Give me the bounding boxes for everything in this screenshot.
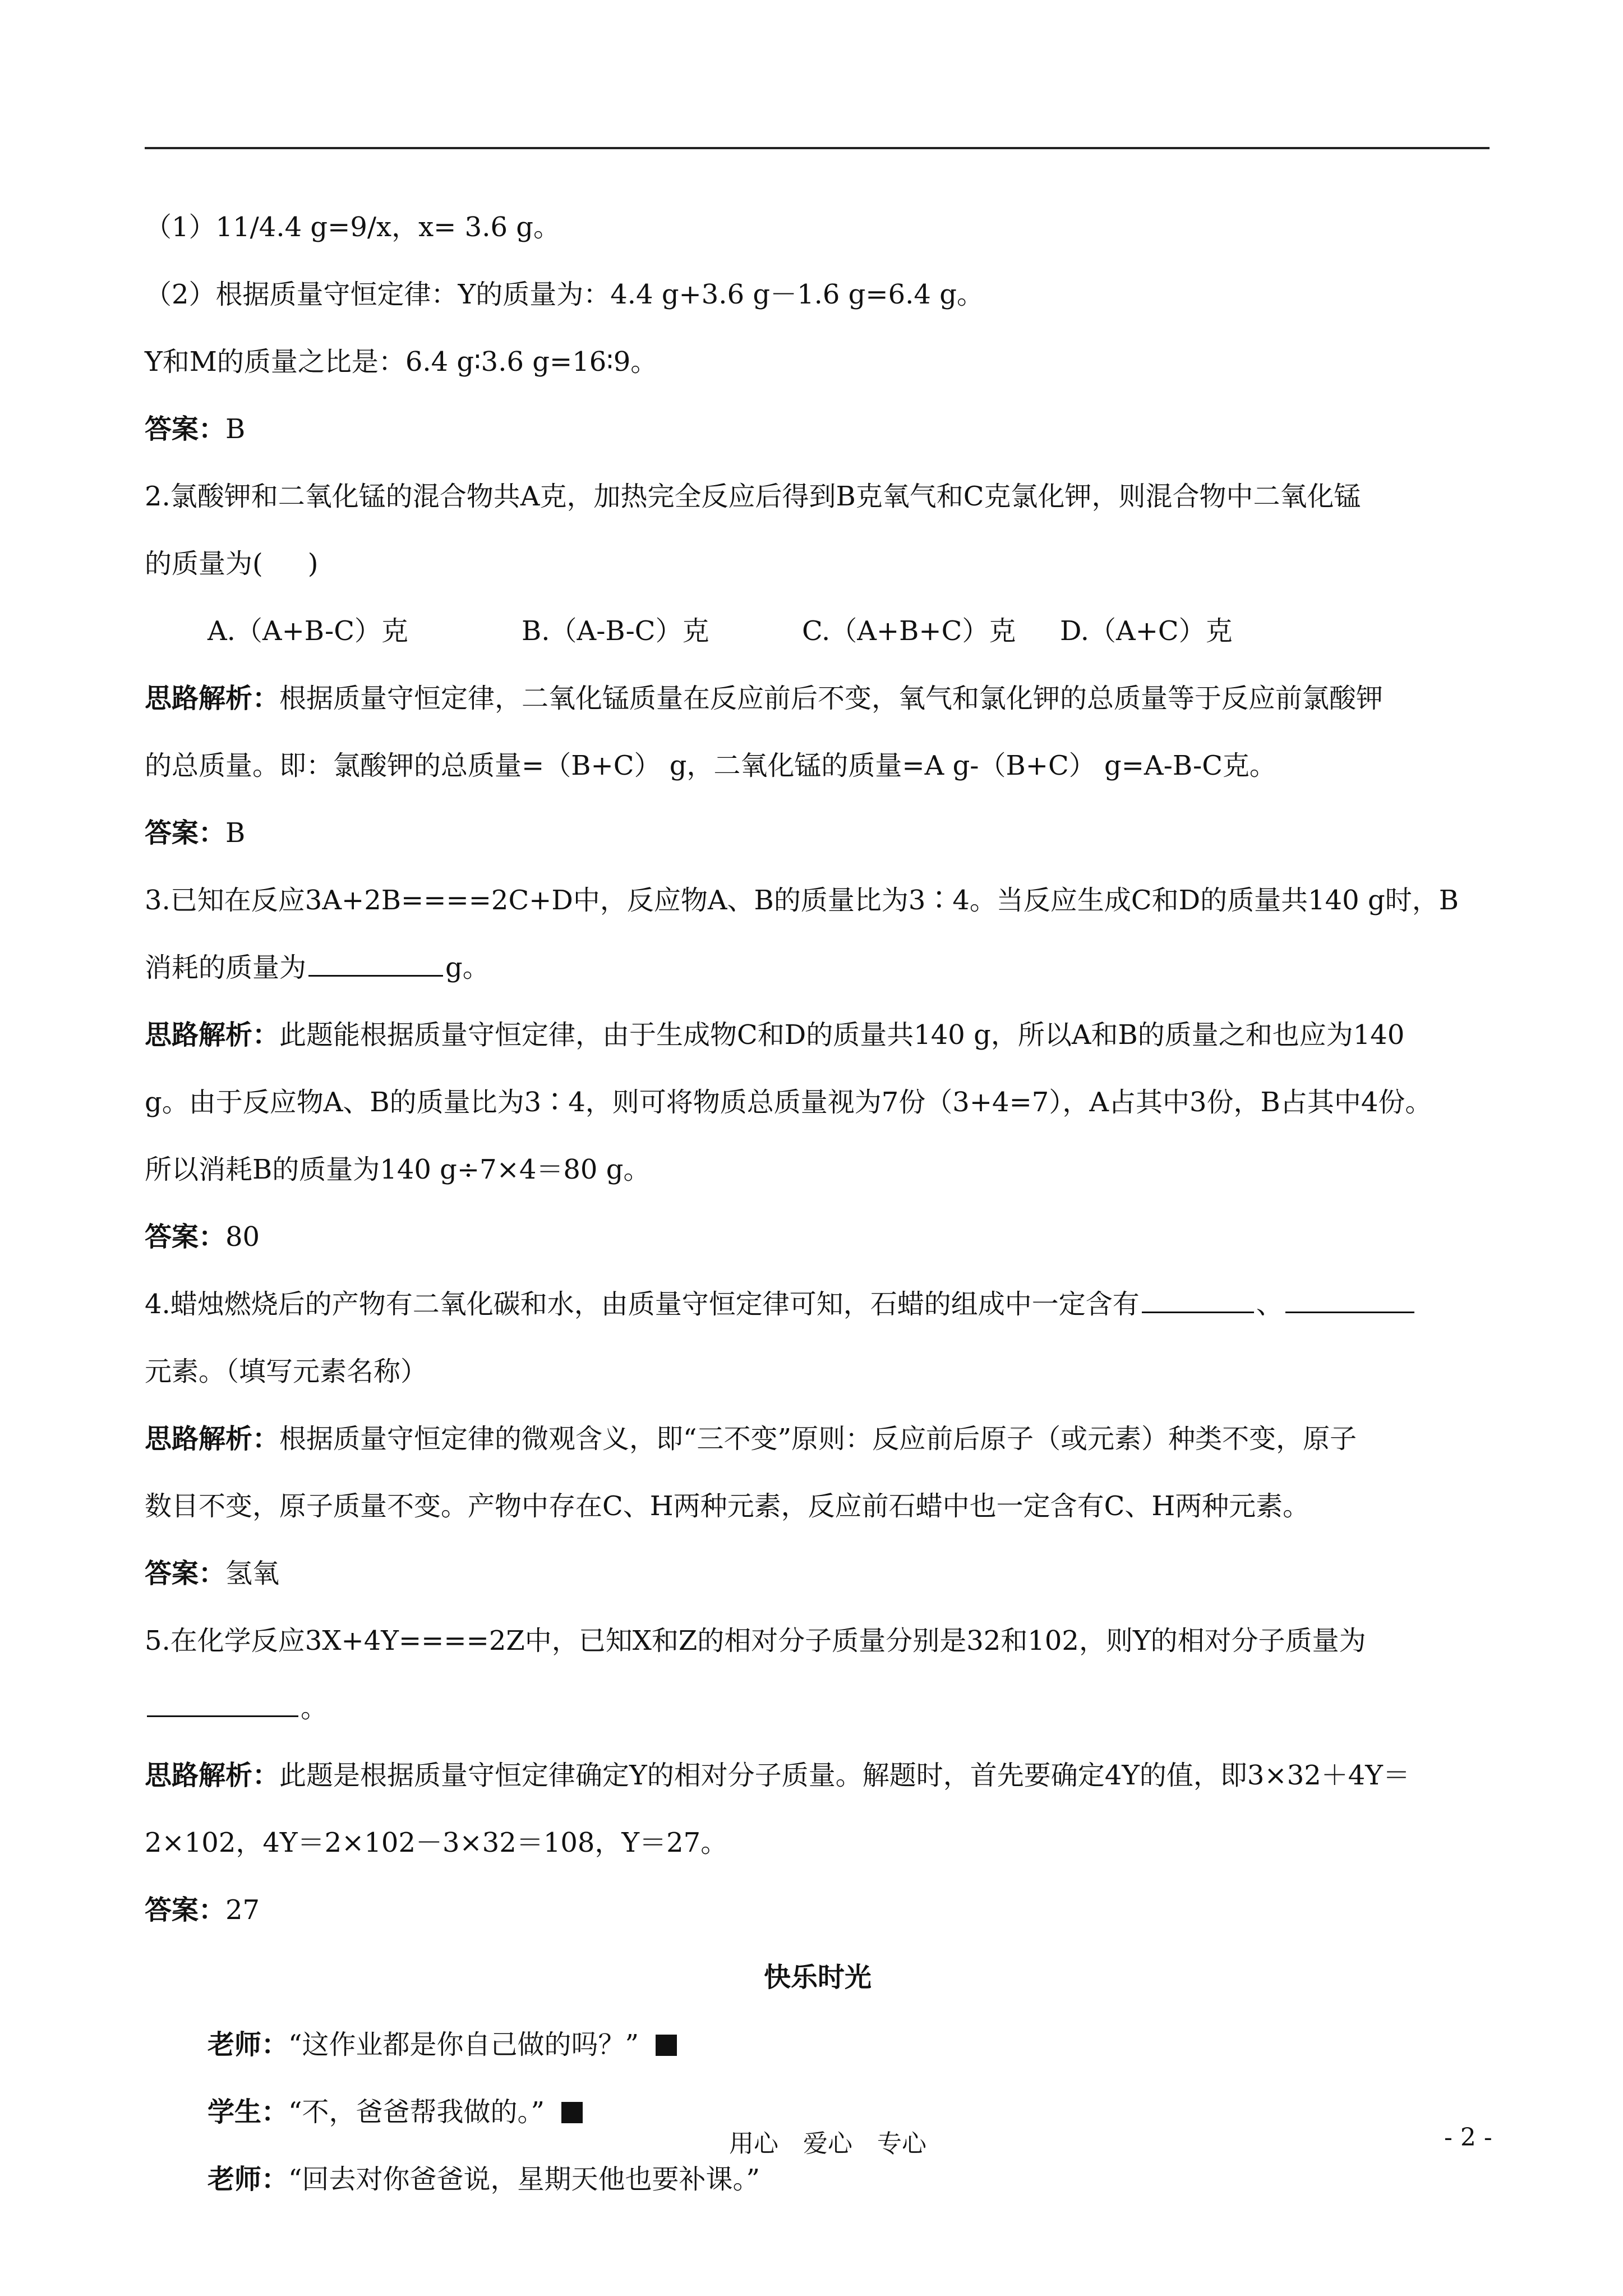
solution-line-2: （2）根据质量守恒定律：Y的质量为：4.4 g+3.6 g－1.6 g=6.4 g。 — [145, 279, 984, 310]
solution-line-1: （1）11/4.4 g=9/x，x= 3.6 g。 — [145, 211, 560, 243]
q3-stem-unit: g。 — [445, 952, 490, 983]
fill-blank — [147, 1682, 298, 1717]
answer-value: B — [225, 413, 246, 445]
q4-stem-line-1 — [145, 1271, 1491, 1338]
q3-analysis-line-3: 所以消耗B的质量为140 g÷7×4＝80 g。 — [145, 1154, 651, 1185]
q5-analysis-line-1 — [145, 1742, 1491, 1809]
analysis-label: 思路解析： — [145, 1019, 280, 1051]
answer-label: 答案： — [145, 413, 226, 445]
dialog-line — [145, 2011, 1491, 2078]
analysis-text: 根据质量守恒定律，二氧化锰质量在反应前后不变，氧气和氯化钾的总质量等于反应前氯酸钾 — [279, 683, 1384, 714]
analysis-text: 此题是根据质量守恒定律确定Y的相对分子质量。解题时，首先要确定4Y的值，即3×32＋4Y＝ — [279, 1760, 1410, 1791]
dialog-text: “回去对你爸爸说，星期天他也要补课。” — [288, 2164, 760, 2195]
option-d: D.（A+C）克 — [1060, 615, 1233, 647]
header-rule — [145, 147, 1490, 149]
q5-stem-line-2 — [145, 1674, 1491, 1742]
dialog-text: “这作业都是你自己做的吗？” — [288, 2029, 639, 2060]
footer-motto: 用心 爱心 专心 — [729, 2129, 926, 2158]
q5-stem-end: 。 — [301, 1692, 328, 1724]
answer-value: 氢氧 — [225, 1558, 280, 1589]
q4-answer — [145, 1540, 1491, 1607]
answer-value: 27 — [225, 1894, 260, 1926]
black-square-icon — [561, 2102, 583, 2123]
q4-stem-line-2: 元素。（填写元素名称） — [145, 1356, 428, 1387]
q2-analysis-line-2: 的总质量。即：氯酸钾的总质量=（B+C） g，二氧化锰的质量=A g-（B+C） g=A-B-C克。 — [145, 750, 1276, 781]
answer-label: 答案： — [145, 1894, 226, 1926]
q4-analysis-line-1 — [145, 1405, 1491, 1473]
q2-stem-line-1: 2.氯酸钾和二氧化锰的混合物共A克，加热完全反应后得到B克氧气和C克氯化钾，则混合物中二氧化锰 — [145, 481, 1361, 512]
analysis-label: 思路解析： — [145, 683, 280, 714]
q4-stem-separator: 、 — [1256, 1289, 1283, 1320]
q5-answer — [145, 1876, 1491, 1944]
q5-analysis-line-2: 2×102，4Y＝2×102－3×32＝108，Y＝27。 — [145, 1827, 728, 1858]
analysis-text: 根据质量守恒定律的微观含义，即“三不变”原则：反应前后原子（或元素）种类不变，原子 — [279, 1423, 1357, 1455]
section-title: 快乐时光 — [763, 1962, 872, 1993]
analysis-text: 此题能根据质量守恒定律，由于生成物C和D的质量共140 g，所以A和B的质量之和也应为140 — [279, 1019, 1405, 1051]
analysis-label: 思路解析： — [145, 1423, 280, 1455]
q3-stem-line-1: 3.已知在反应3A+2B====2C+D中，反应物A、B的质量比为3∶4。当反应生成C和D的质量共140 g时，B — [145, 885, 1459, 916]
q2-stem-text: 的质量为( — [145, 548, 263, 579]
option-a: A.（A+B-C）克 — [208, 615, 408, 647]
fill-blank — [1285, 1278, 1414, 1313]
dialog-text: “不，爸爸帮我做的。” — [288, 2096, 545, 2128]
q2-stem-line-2 — [145, 530, 1491, 597]
q3-answer — [145, 1203, 1491, 1271]
dialog-speaker: 老师： — [208, 2029, 289, 2060]
answer-value: B — [225, 817, 246, 849]
page-number: - 2 - — [1444, 2123, 1492, 2152]
q2-options — [145, 597, 1491, 665]
page-content — [145, 194, 1491, 2213]
fill-blank — [1142, 1278, 1254, 1313]
black-square-icon — [656, 2035, 677, 2056]
q2-answer — [145, 799, 1491, 867]
dialog-speaker: 学生： — [208, 2096, 289, 2128]
answer-label: 答案： — [145, 1221, 226, 1253]
answer-label: 答案： — [145, 817, 226, 849]
option-c: C.（A+B+C）克 — [802, 615, 1016, 647]
q4-stem-text: 4.蜡烛燃烧后的产物有二氧化碳和水，由质量守恒定律可知，石蜡的组成中一定含有 — [145, 1289, 1140, 1320]
analysis-label: 思路解析： — [145, 1760, 280, 1791]
q2-stem-close: ) — [307, 548, 319, 579]
q4-analysis-line-2: 数目不变，原子质量不变。产物中存在C、H两种元素，反应前石蜡中也一定含有C、H两种元素。 — [145, 1490, 1310, 1522]
solution-line-3: Y和M的质量之比是：6.4 g∶3.6 g=16∶9。 — [145, 346, 658, 378]
q3-stem-text: 消耗的质量为 — [145, 952, 307, 983]
dialog-speaker: 老师： — [208, 2164, 289, 2195]
q5-stem-line-1: 5.在化学反应3X+4Y====2Z中，已知X和Z的相对分子质量分别是32和102，则Y的相对分子质量为 — [145, 1625, 1366, 1657]
q1-answer — [145, 395, 1491, 463]
q3-analysis-line-1 — [145, 1001, 1491, 1069]
option-b: B.（A-B-C）克 — [522, 615, 709, 647]
fill-blank — [308, 941, 443, 977]
q3-analysis-line-2: g。由于反应物A、B的质量比为3∶4，则可将物质总质量视为7份（3+4=7），A占其中3份，B占其中4份。 — [145, 1087, 1432, 1118]
answer-label: 答案： — [145, 1558, 226, 1589]
q2-analysis-line-1 — [145, 665, 1491, 732]
q3-stem-line-2 — [145, 934, 1491, 1001]
answer-value: 80 — [225, 1221, 260, 1253]
